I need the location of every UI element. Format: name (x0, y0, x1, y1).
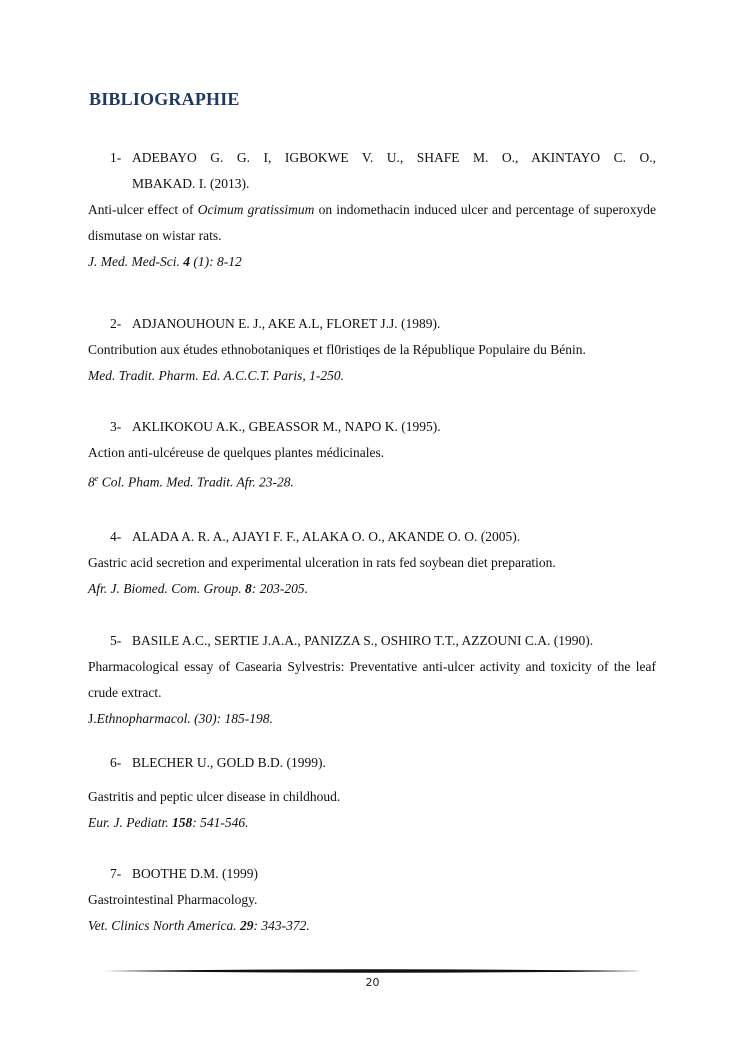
reference-source: 8e Col. Pham. Med. Tradit. Afr. 23-28. (88, 474, 294, 490)
reference-description: Gastrointestinal Pharmacology. (88, 892, 258, 907)
reference-number: 6- (110, 755, 122, 770)
reference-source: Med. Tradit. Pharm. Ed. A.C.C.T. Paris, 1-250. (88, 368, 345, 383)
footer-divider (103, 968, 641, 974)
page-title: BIBLIOGRAPHIE (89, 89, 240, 109)
reference-authors: 6- BLECHER U., GOLD B.D. (1999). (88, 750, 656, 776)
reference-4 (88, 524, 656, 602)
reference-description: Gastritis and peptic ulcer disease in childhoud. (88, 789, 341, 804)
reference-authors: 7- BOOTHE D.M. (1999) (88, 861, 656, 887)
reference-number: 2- (110, 316, 122, 331)
reference-description: Action anti-ulcéreuse de quelques plantes médicinales. (88, 445, 385, 460)
reference-authors-cont: MBAKAD. I. (2013). (132, 176, 250, 191)
reference-number: 7- (110, 866, 122, 881)
reference-6 (88, 750, 656, 836)
reference-7 (88, 861, 656, 939)
reference-source: Vet. Clinics North America. 29: 343-372. (88, 918, 310, 933)
reference-5 (88, 628, 656, 732)
reference-number: 4- (110, 529, 122, 544)
reference-description: Pharmacological essay of Casearia Sylvestris: Preventative anti-ulcer activity and toxicity of the leaf crude extract. (88, 659, 656, 700)
reference-description: Gastric acid secretion and experimental ulceration in rats fed soybean diet preparation. (88, 555, 556, 570)
reference-2 (88, 311, 656, 389)
reference-number: 5- (110, 633, 122, 648)
reference-source: Eur. J. Pediatr. 158: 541-546. (88, 815, 249, 830)
reference-authors: 1- ADEBAYO G. G. I, IGBOKWE V. U., SHAFE M. O., AKINTAYO C. O., (88, 145, 656, 171)
reference-authors: 4- ALADA A. R. A., AJAYI F. F., ALAKA O. O., AKANDE O. O. (2005). (88, 524, 656, 550)
reference-source: J.Ethnopharmacol. (30): 185-198. (88, 711, 273, 726)
reference-description: Contribution aux études ethnobotaniques et fl0ristiqes de la République Populaire du Bénin. (88, 342, 586, 357)
reference-3 (88, 414, 656, 496)
reference-1 (88, 145, 656, 275)
reference-number: 1- (110, 150, 122, 165)
reference-source: J. Med. Med-Sci. 4 (1): 8-12 (88, 254, 242, 269)
reference-source: Afr. J. Biomed. Com. Group. 8: 203-205. (88, 581, 308, 596)
reference-number: 3- (110, 419, 122, 434)
page-number: 20 (365, 976, 380, 989)
reference-description: Anti-ulcer effect of Ocimum gratissimum on indomethacin induced ulcer and percentage of superoxyde dismutase on wistar rats. (88, 202, 656, 243)
reference-authors: 3- AKLIKOKOU A.K., GBEASSOR M., NAPO K. (1995). (88, 414, 656, 440)
reference-authors: 5- BASILE A.C., SERTIE J.A.A., PANIZZA S., OSHIRO T.T., AZZOUNI C.A. (1990). (88, 628, 656, 654)
reference-authors: 2- ADJANOUHOUN E. J., AKE A.L, FLORET J.J. (1989). (88, 311, 656, 337)
